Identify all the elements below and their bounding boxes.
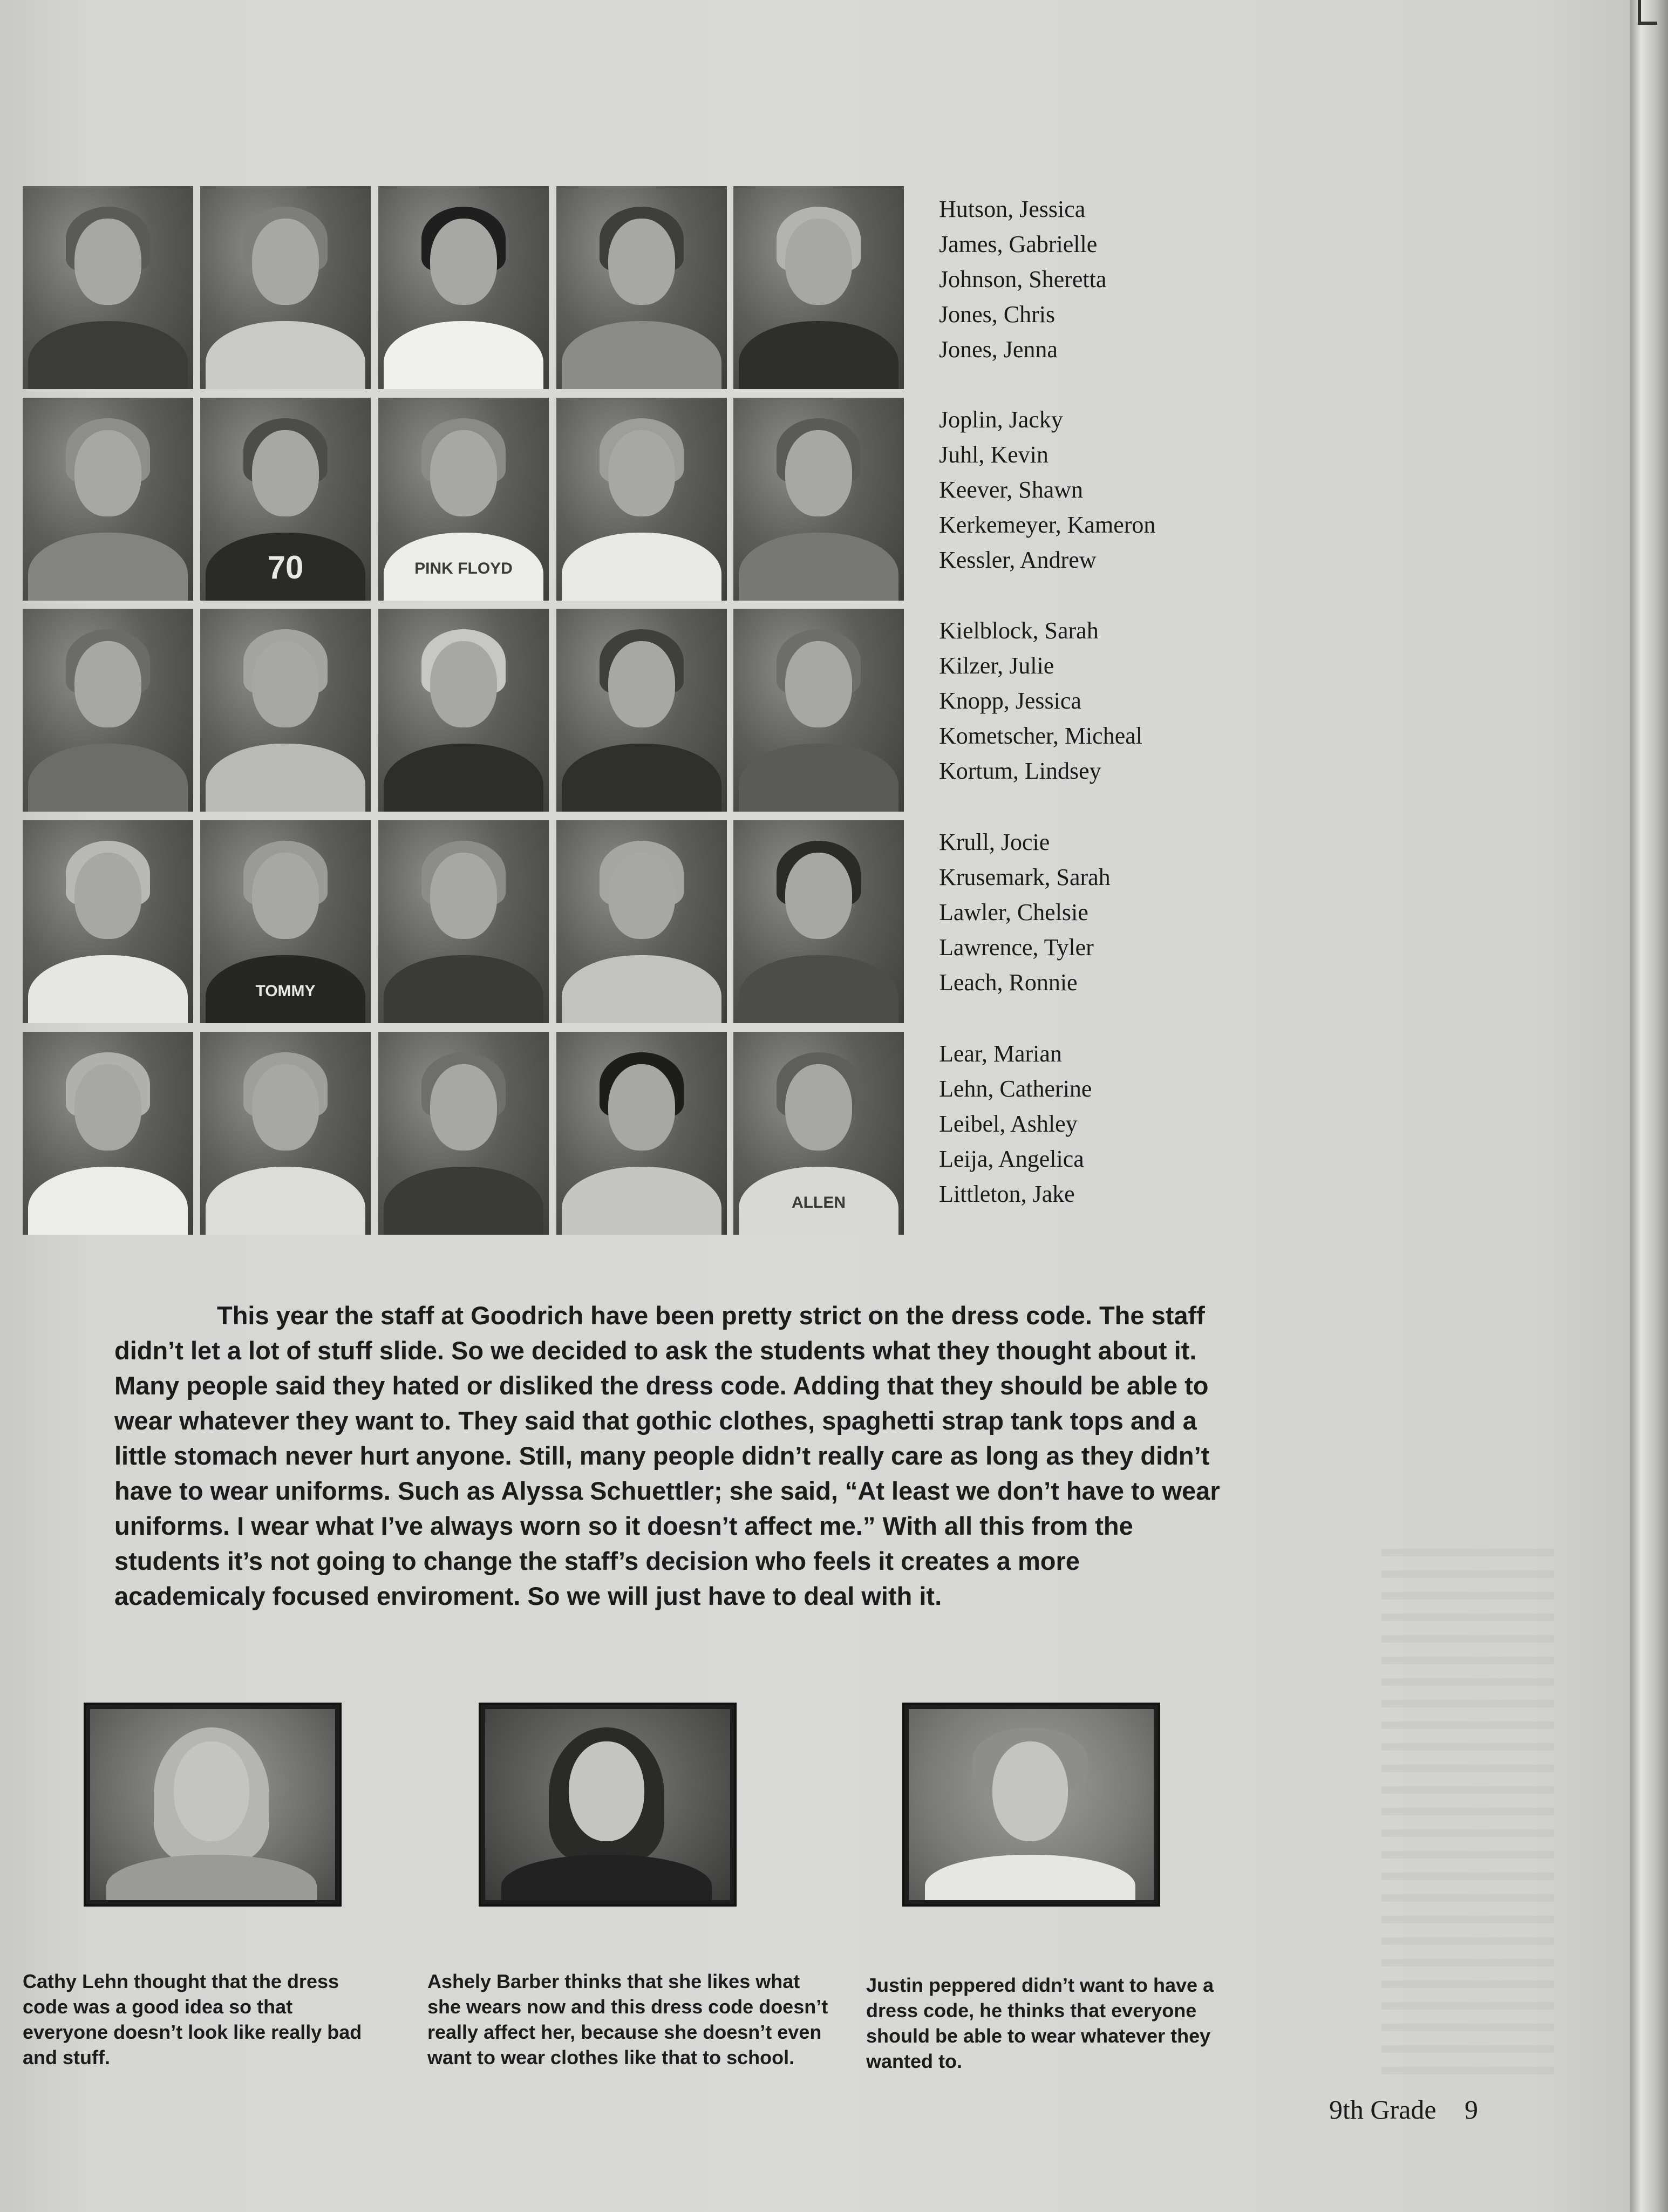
student-name: Kerkemeyer, Kameron xyxy=(939,512,1156,538)
caption-ashely: Ashely Barber thinks that she likes what she wears now and this dress code doesn’t really affect her, because she doesn’t even want to wear clothes like that to school. xyxy=(427,1970,828,2068)
student-portrait xyxy=(556,186,727,389)
student-name: Kometscher, Micheal xyxy=(939,723,1142,749)
student-name: Lehn, Catherine xyxy=(939,1076,1092,1102)
student-name: Kortum, Lindsey xyxy=(939,758,1101,784)
student-name: Leach, Ronnie xyxy=(939,969,1078,996)
shirt-print: 70 xyxy=(267,549,304,586)
student-name: Lear, Marian xyxy=(939,1040,1062,1067)
student-name: Kilzer, Julie xyxy=(939,652,1054,679)
roster-group-5 xyxy=(939,1036,1092,1212)
student-portrait xyxy=(378,398,549,601)
student-name: Jones, Jenna xyxy=(939,336,1058,363)
section-title: 9th Grade xyxy=(1329,2094,1436,2125)
student-portrait xyxy=(733,1032,904,1235)
student-portrait xyxy=(200,398,371,601)
student-name: Lawrence, Tyler xyxy=(939,934,1094,961)
student-name: Keever, Shawn xyxy=(939,477,1084,503)
student-portrait xyxy=(556,609,727,812)
student-name: Lawler, Chelsie xyxy=(939,899,1088,925)
student-portrait xyxy=(556,820,727,1023)
candid-photo-ashely xyxy=(479,1703,737,1907)
student-name: Johnson, Sheretta xyxy=(939,266,1107,292)
student-portrait xyxy=(378,820,549,1023)
student-portrait xyxy=(733,186,904,389)
shirt-print: TOMMY xyxy=(255,982,316,1000)
student-name: Kessler, Andrew xyxy=(939,547,1097,573)
student-name: Leija, Angelica xyxy=(939,1146,1084,1172)
student-name: Littleton, Jake xyxy=(939,1181,1075,1207)
student-name: Leibel, Ashley xyxy=(939,1111,1078,1137)
student-portrait xyxy=(23,398,193,601)
student-portrait xyxy=(556,398,727,601)
student-portrait xyxy=(200,609,371,812)
article-body: This year the staff at Goodrich have been pretty strict on the dress code. The staff didn’t let a lot of stuff slide. So we decided to ask the students what they thought about it. Many people said they hated or disliked the dress code. Adding that they should be able to wear whatever they want to. They said that gothic clothes, spaghetti strap tank tops and a little stomach never hurt anyone. Still, many people didn’t really care as long as they didn’t have to wear uniforms. Such as Alyssa Schuettler; she said, “At least we don’t have to wear uniforms. I wear what I’ve always worn so it doesn’t affect me.” With all this from the students it’s not going to change the staff’s decision who feels it creates a more academicaly focused enviroment. So we will just have to deal with it. xyxy=(114,1301,1220,1610)
page-number: 9 xyxy=(1465,2094,1479,2125)
student-portrait xyxy=(556,1032,727,1235)
student-portrait xyxy=(23,820,193,1023)
caption-cathy: Cathy Lehn thought that the dress code was a good idea so that everyone doesn’t look like really bad and stuff. xyxy=(23,1970,362,2068)
student-portrait xyxy=(733,820,904,1023)
student-portrait xyxy=(378,1032,549,1235)
dress-code-article xyxy=(114,1298,1226,1614)
roster-group-4 xyxy=(939,825,1111,1000)
roster-group-2 xyxy=(939,402,1155,577)
student-name: Jones, Chris xyxy=(939,301,1056,328)
student-name: Juhl, Kevin xyxy=(939,441,1049,468)
student-name: Knopp, Jessica xyxy=(939,688,1081,714)
student-portrait xyxy=(200,186,371,389)
student-portrait xyxy=(733,609,904,812)
student-portrait xyxy=(200,1032,371,1235)
student-name: Hutson, Jessica xyxy=(939,196,1086,222)
student-portrait xyxy=(733,398,904,601)
student-portrait xyxy=(23,1032,193,1235)
roster-group-3 xyxy=(939,613,1142,788)
candid-photo-cathy xyxy=(84,1703,342,1907)
student-name: Krull, Jocie xyxy=(939,829,1050,855)
roster-group-1 xyxy=(939,192,1106,367)
student-portrait xyxy=(378,186,549,389)
page-corner-mark xyxy=(1638,0,1657,25)
student-portrait xyxy=(378,609,549,812)
student-name: Krusemark, Sarah xyxy=(939,864,1111,890)
shirt-print: PINK FLOYD xyxy=(414,560,513,577)
candid-photo-justin xyxy=(902,1703,1160,1907)
student-name: Joplin, Jacky xyxy=(939,406,1063,433)
student-name: James, Gabrielle xyxy=(939,231,1098,257)
student-portrait xyxy=(200,820,371,1023)
page-footer xyxy=(1329,2094,1478,2125)
shirt-print: ALLEN xyxy=(792,1194,846,1212)
caption-justin: Justin peppered didn’t want to have a dress code, he thinks that everyone should be able to wear whatever they wanted to. xyxy=(866,1974,1214,2072)
bleed-through-text xyxy=(1381,1549,1554,2088)
student-name: Kielblock, Sarah xyxy=(939,617,1099,644)
student-portrait xyxy=(23,186,193,389)
page-edge xyxy=(1630,0,1668,2212)
student-portrait xyxy=(23,609,193,812)
